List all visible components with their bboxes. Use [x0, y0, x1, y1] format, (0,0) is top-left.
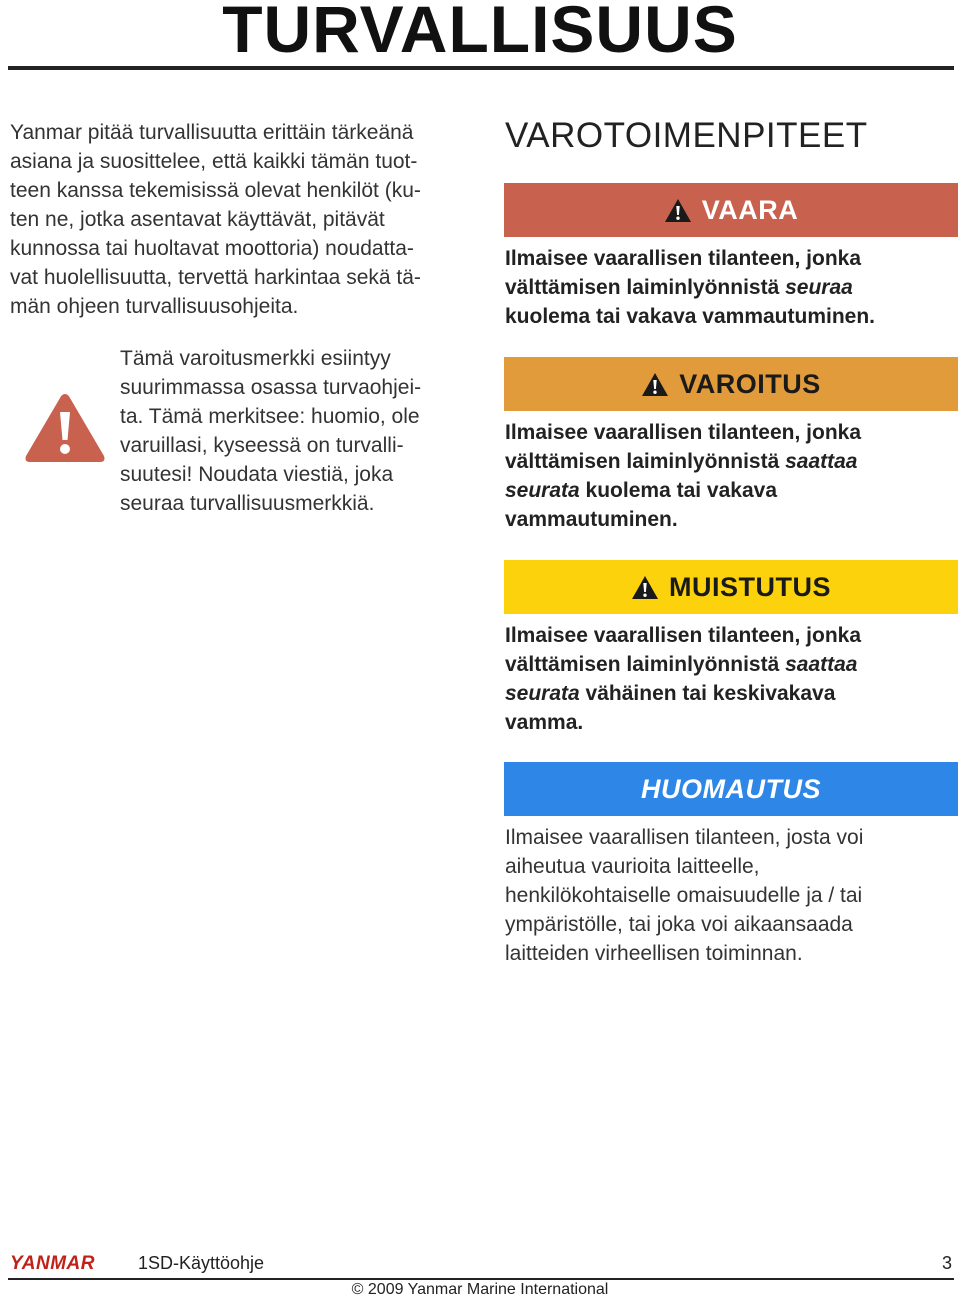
- desc-line: kuolema tai vakava vammautuminen.: [505, 305, 875, 328]
- desc-line: aiheutua vaurioita laitteelle,: [505, 855, 760, 878]
- desc-emphasis: saattaa: [785, 450, 858, 473]
- desc-emphasis: seurata: [505, 682, 580, 705]
- intro-line: kunnossa tai huoltavat moottoria) noudatta-: [10, 237, 414, 260]
- page-number: 3: [941, 1253, 952, 1273]
- desc-line: vammautuminen.: [505, 508, 678, 531]
- warning-triangle-icon: [641, 372, 669, 397]
- precautions-heading: VAROTOIMENPITEET: [505, 116, 868, 155]
- notice-description: [505, 823, 955, 968]
- symbol-explanation: [120, 344, 480, 518]
- desc-line: Ilmaisee vaarallisen tilanteen, josta voi: [505, 826, 864, 849]
- warning-banner: [504, 357, 958, 411]
- desc-line: [505, 679, 955, 708]
- intro-line: Yanmar pitää turvallisuutta erittäin tärkeänä: [10, 121, 414, 144]
- desc-line: ympäristölle, tai joka voi aikaansaada: [505, 913, 853, 936]
- desc-text: kuolema tai vakava: [579, 479, 778, 502]
- yanmar-logo: YANMAR: [10, 1253, 95, 1274]
- symbol-line: ta. Tämä merkitsee: huomio, ole: [120, 405, 420, 428]
- symbol-line: varuillasi, kyseessä on turvalli-: [120, 434, 404, 457]
- desc-line: [505, 476, 955, 505]
- desc-emphasis: saattaa: [785, 653, 858, 676]
- desc-emphasis: seuraa: [785, 276, 853, 299]
- page-title: TURVALLISUUS: [222, 0, 738, 66]
- caution-label: MUISTUTUS: [669, 571, 831, 602]
- document-name: 1SD-Käyttöohje: [138, 1253, 265, 1273]
- desc-line: [505, 447, 955, 476]
- desc-line: Ilmaisee vaarallisen tilanteen, jonka: [505, 247, 862, 270]
- alert-triangle-icon: [22, 390, 108, 466]
- intro-line: ten ne, jotka asentavat käyttävät, pitävät: [10, 208, 385, 231]
- caution-description: [505, 621, 955, 737]
- danger-banner: [504, 183, 958, 237]
- intro-line: asiana ja suosittelee, että kaikki tämän tuot-: [10, 150, 418, 173]
- intro-paragraph: [10, 118, 470, 321]
- desc-line: [505, 273, 955, 302]
- intro-line: vat huolellisuutta, tervettä harkintaa sekä tä-: [10, 266, 421, 289]
- symbol-line: seuraa turvallisuusmerkkiä.: [120, 492, 375, 515]
- notice-banner: [504, 762, 958, 816]
- symbol-line: Tämä varoitusmerkki esiintyy: [120, 347, 391, 370]
- desc-emphasis: seurata: [505, 479, 580, 502]
- warning-triangle-icon: [664, 198, 692, 223]
- desc-line: laitteiden virheellisen toiminnan.: [505, 942, 803, 965]
- desc-line: henkilökohtaiselle omaisuudelle ja / tai: [505, 884, 863, 907]
- symbol-line: suutesi! Noudata viestiä, joka: [120, 463, 394, 486]
- title-rule: [8, 66, 954, 70]
- desc-line: vamma.: [505, 711, 584, 734]
- desc-text: välttämisen laiminlyönnistä: [505, 276, 786, 299]
- desc-line: [505, 650, 955, 679]
- desc-text: vähäinen tai keskivakava: [579, 682, 836, 705]
- caution-banner: [504, 560, 958, 614]
- warning-label: VAROITUS: [679, 368, 821, 399]
- intro-line: män ohjeen turvallisuusohjeita.: [10, 295, 299, 318]
- notice-label: HUOMAUTUS: [641, 773, 821, 804]
- warning-description: [505, 418, 955, 534]
- danger-label: VAARA: [701, 194, 799, 225]
- desc-text: välttämisen laiminlyönnistä: [505, 653, 786, 676]
- copyright-notice: © 2009 Yanmar Marine International: [351, 1281, 609, 1298]
- desc-line: Ilmaisee vaarallisen tilanteen, jonka: [505, 624, 862, 647]
- desc-line: Ilmaisee vaarallisen tilanteen, jonka: [505, 421, 862, 444]
- desc-text: välttämisen laiminlyönnistä: [505, 450, 786, 473]
- symbol-line: suurimmassa osassa turvaohjei-: [120, 376, 422, 399]
- footer-rule: [8, 1278, 954, 1280]
- danger-description: [505, 244, 955, 331]
- intro-line: teen kanssa tekemisissä olevat henkilöt (ku-: [10, 179, 421, 202]
- warning-triangle-icon: [631, 575, 659, 600]
